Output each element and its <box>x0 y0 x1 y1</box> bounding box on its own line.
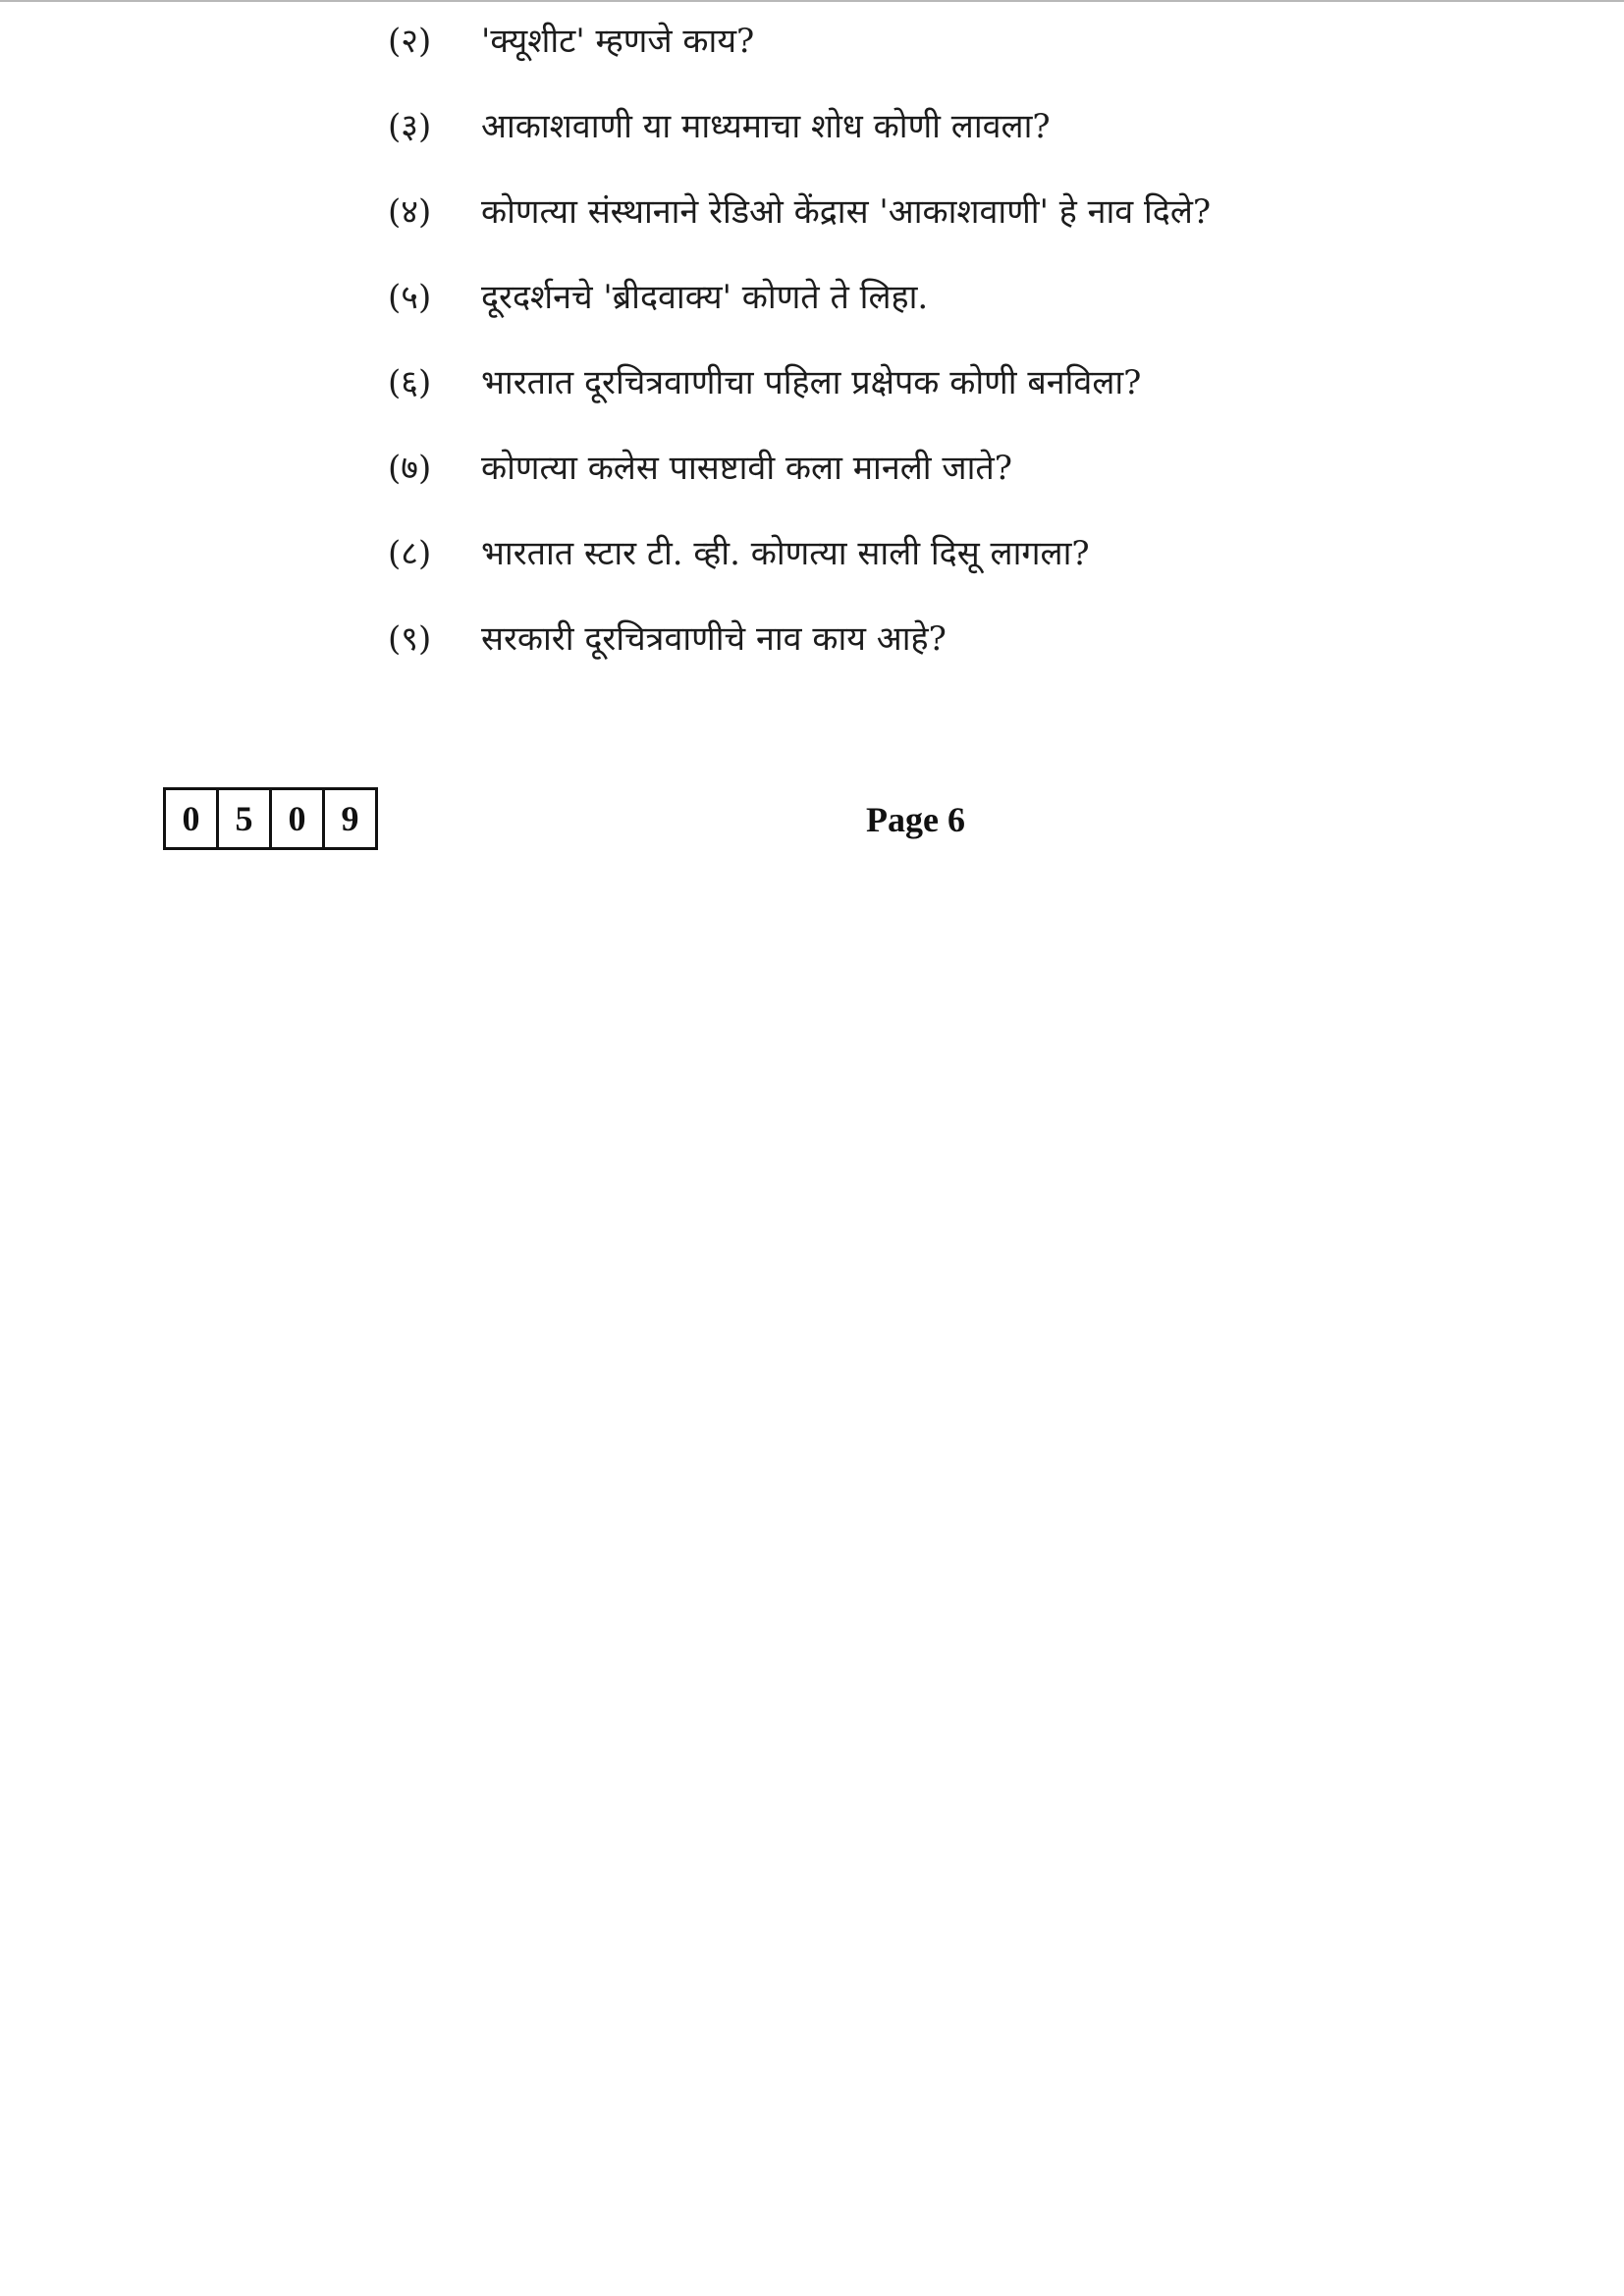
question-number: (२) <box>388 22 432 61</box>
paper-code-digit: 9 <box>341 799 359 838</box>
question-text: भारतात स्टार टी. व्ही. कोणत्या साली दिसू लागला? <box>481 534 1090 573</box>
question-text: 'क्यूशीट' म्हणजे काय? <box>481 22 755 61</box>
paper-code-digit: 5 <box>219 790 272 847</box>
question-text: आकाशवाणी या माध्यमाचा शोध कोणी लावला? <box>481 107 1051 146</box>
question-text: कोणत्या कलेस पासष्टावी कला मानली जाते? <box>481 449 1013 488</box>
page-number: Page 6 <box>866 800 965 839</box>
question-number: (५) <box>388 278 432 317</box>
question-item <box>388 188 1517 274</box>
question-item <box>388 359 1517 445</box>
question-number: (६) <box>388 363 432 402</box>
question-number: (३) <box>388 107 432 146</box>
question-item <box>388 530 1517 615</box>
question-item <box>388 103 1517 188</box>
question-text: कोणत्या संस्थानाने रेडिओ केंद्रास 'आकाशवाणी' हे नाव दिले? <box>481 192 1212 232</box>
question-list <box>388 18 1517 701</box>
paper-code-digit: 0 <box>166 790 219 847</box>
page-top-edge <box>0 0 1624 2</box>
question-number: (९) <box>388 619 432 659</box>
question-item <box>388 18 1517 103</box>
question-text: दूरदर्शनचे 'ब्रीदवाक्य' कोणते ते लिहा. <box>481 278 929 317</box>
question-number: (४) <box>388 192 432 232</box>
paper-code-box <box>163 787 378 850</box>
question-item <box>388 615 1517 701</box>
paper-code-digit: 0 <box>272 790 325 847</box>
question-number: (८) <box>388 534 432 573</box>
question-item <box>388 445 1517 530</box>
question-item <box>388 274 1517 359</box>
question-text: सरकारी दूरचित्रवाणीचे नाव काय आहे? <box>481 619 947 659</box>
question-text: भारतात दूरचित्रवाणीचा पहिला प्रक्षेपक कोणी बनविला? <box>481 363 1142 402</box>
question-number: (७) <box>388 449 432 488</box>
